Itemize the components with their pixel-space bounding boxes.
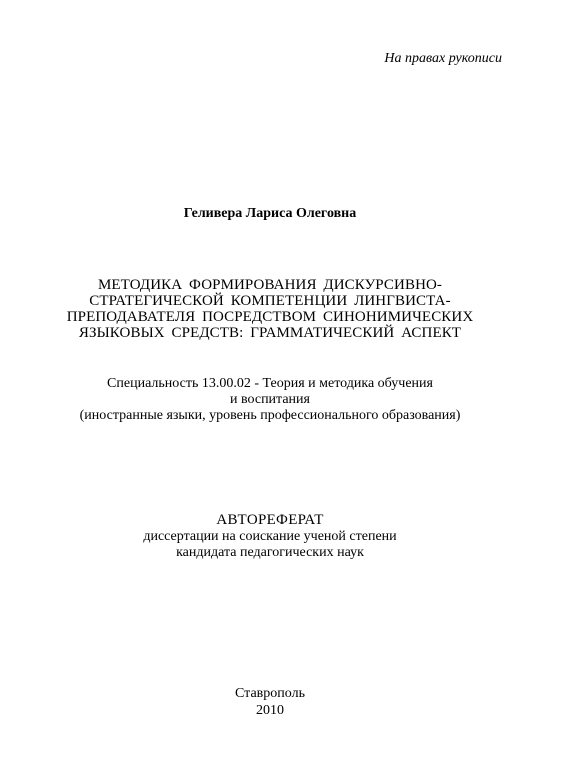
- dissertation-title: [0, 277, 540, 341]
- title-line: ПРЕПОДАВАТЕЛЯ ПОСРЕДСТВОМ СИНОНИМИЧЕСКИХ: [66, 309, 474, 325]
- abstract-line: кандидата педагогических наук: [176, 545, 364, 560]
- publication-year: 2010: [256, 703, 284, 718]
- author-name: Геливера Лариса Олеговна: [183, 206, 357, 221]
- abstract-block: [0, 511, 540, 561]
- abstract-heading: АВТОРЕФЕРАТ: [216, 512, 324, 528]
- title-line: СТРАТЕГИЧЕСКОЙ КОМПЕТЕНЦИИ ЛИНГВИСТА-: [89, 293, 451, 309]
- specialty-line: (иностранные языки, уровень профессионального образования): [79, 408, 461, 423]
- abstract-line: диссертации на соискание ученой степени: [143, 529, 397, 544]
- rights-note: На правах рукописи: [384, 51, 502, 66]
- specialty-line: Специальность 13.00.02 - Теория и методика обучения: [107, 376, 433, 391]
- publication-city: Ставрополь: [235, 686, 305, 701]
- specialty-block: [0, 376, 540, 424]
- title-line: ЯЗЫКОВЫХ СРЕДСТВ: ГРАММАТИЧЕСКИЙ АСПЕКТ: [78, 325, 462, 341]
- publication-footer: [0, 685, 540, 719]
- title-line: МЕТОДИКА ФОРМИРОВАНИЯ ДИСКУРСИВНО-: [97, 277, 443, 293]
- specialty-line: и воспитания: [230, 392, 310, 407]
